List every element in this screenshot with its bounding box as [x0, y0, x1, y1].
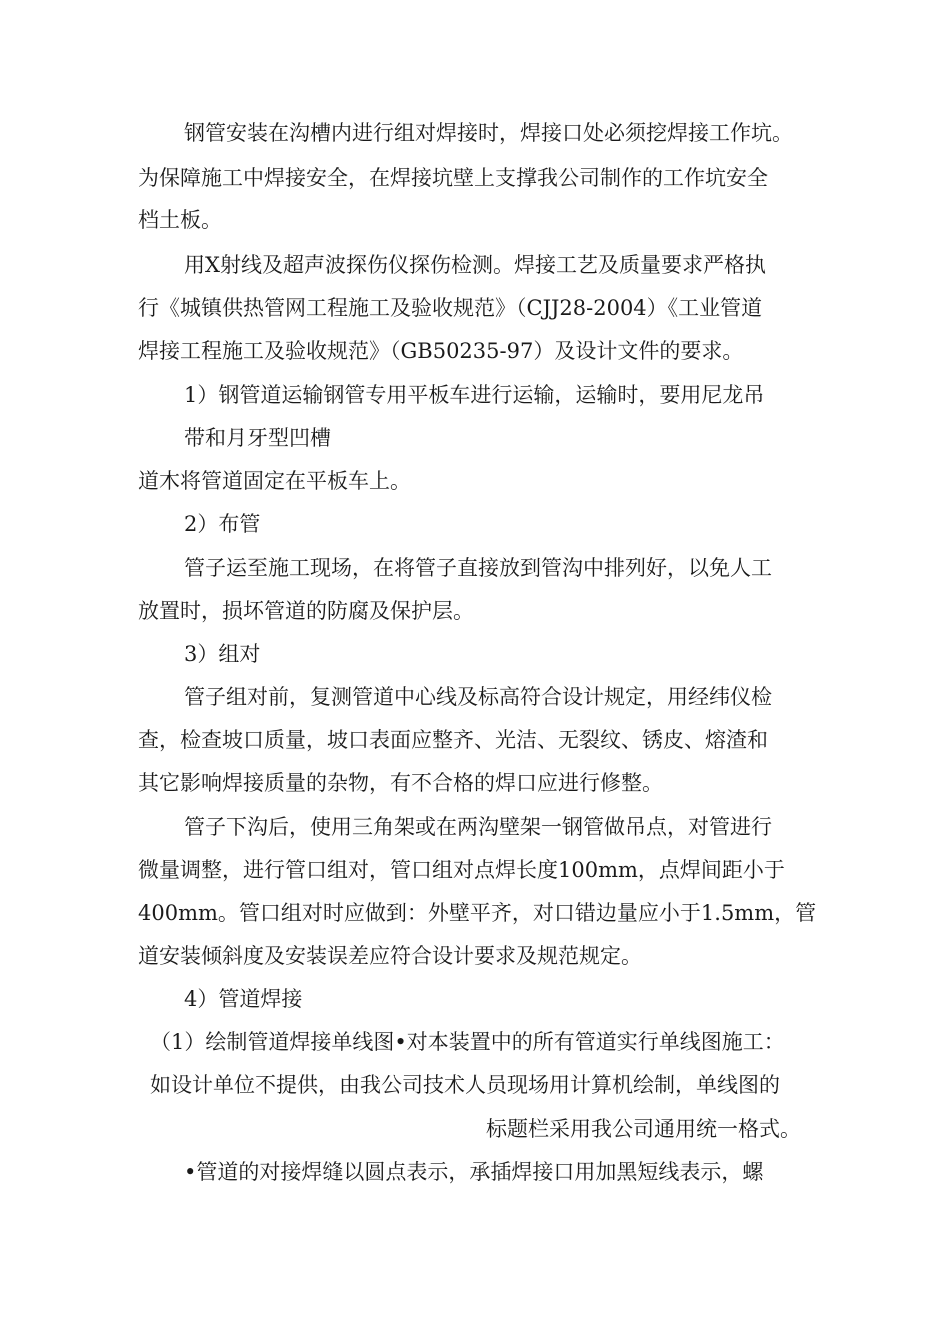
section-heading: 4）管道焊接 — [184, 987, 303, 1011]
text-line: 道安装倾斜度及安装误差应符合设计要求及规范规定。 — [138, 944, 642, 968]
text-line: 1）钢管道运输钢管专用平板车进行运输，运输时，要用尼龙吊 — [184, 383, 765, 407]
text-line: 其它影响焊接质量的杂物，有不合格的焊口应进行修整。 — [138, 771, 663, 795]
text-line: 道木将管道固定在平板车上。 — [138, 469, 411, 493]
text-line: （1）绘制管道焊接单线图•对本装置中的所有管道实行单线图施工： — [150, 1030, 785, 1054]
text-line: 管子下沟后，使用三角架或在两沟壁架一钢管做吊点，对管进行 — [184, 815, 772, 839]
text-line: 管子运至施工现场，在将管子直接放到管沟中排列好，以免人工 — [184, 556, 772, 580]
text-line: 管子组对前，复测管道中心线及标高符合设计规定，用经纬仪检 — [184, 685, 772, 709]
text-line: 焊接工程施工及验收规范》（GB50235-97）及设计文件的要求。 — [138, 339, 744, 363]
text-line: 档土板。 — [138, 208, 222, 232]
text-line: 带和月牙型凹槽 — [184, 426, 331, 450]
text-line: •管道的对接焊缝以圆点表示，承插焊接口用加黑短线表示，螺 — [184, 1160, 764, 1184]
text-line: 微量调整，进行管口组对，管口组对点焊长度100mm，点焊间距小于 — [138, 858, 785, 882]
text-line: 用X射线及超声波探伤仪探伤检测。焊接工艺及质量要求严格执 — [184, 253, 766, 277]
text-line: 400mm。管口组对时应做到：外壁平齐，对口错边量应小于1.5mm，管 — [138, 901, 817, 925]
text-line: 为保障施工中焊接安全，在焊接坑壁上支撑我公司制作的工作坑安全 — [138, 166, 768, 190]
text-line: 如设计单位不提供，由我公司技术人员现场用计算机绘制，单线图的 — [150, 1073, 780, 1097]
text-line: 标题栏采用我公司通用统一格式。 — [486, 1117, 801, 1141]
section-heading: 2）布管 — [184, 512, 261, 536]
text-line: 钢管安装在沟槽内进行组对焊接时，焊接口处必须挖焊接工作坑。 — [184, 121, 793, 145]
text-line: 放置时，损坏管道的防腐及保护层。 — [138, 599, 474, 623]
text-line: 行《城镇供热管网工程施工及验收规范》（CJJ28-2004）《工业管道 — [138, 296, 763, 320]
section-heading: 3）组对 — [184, 642, 261, 666]
text-line: 查，检查坡口质量，坡口表面应整齐、光洁、无裂纹、锈皮、熔渣和 — [138, 728, 768, 752]
